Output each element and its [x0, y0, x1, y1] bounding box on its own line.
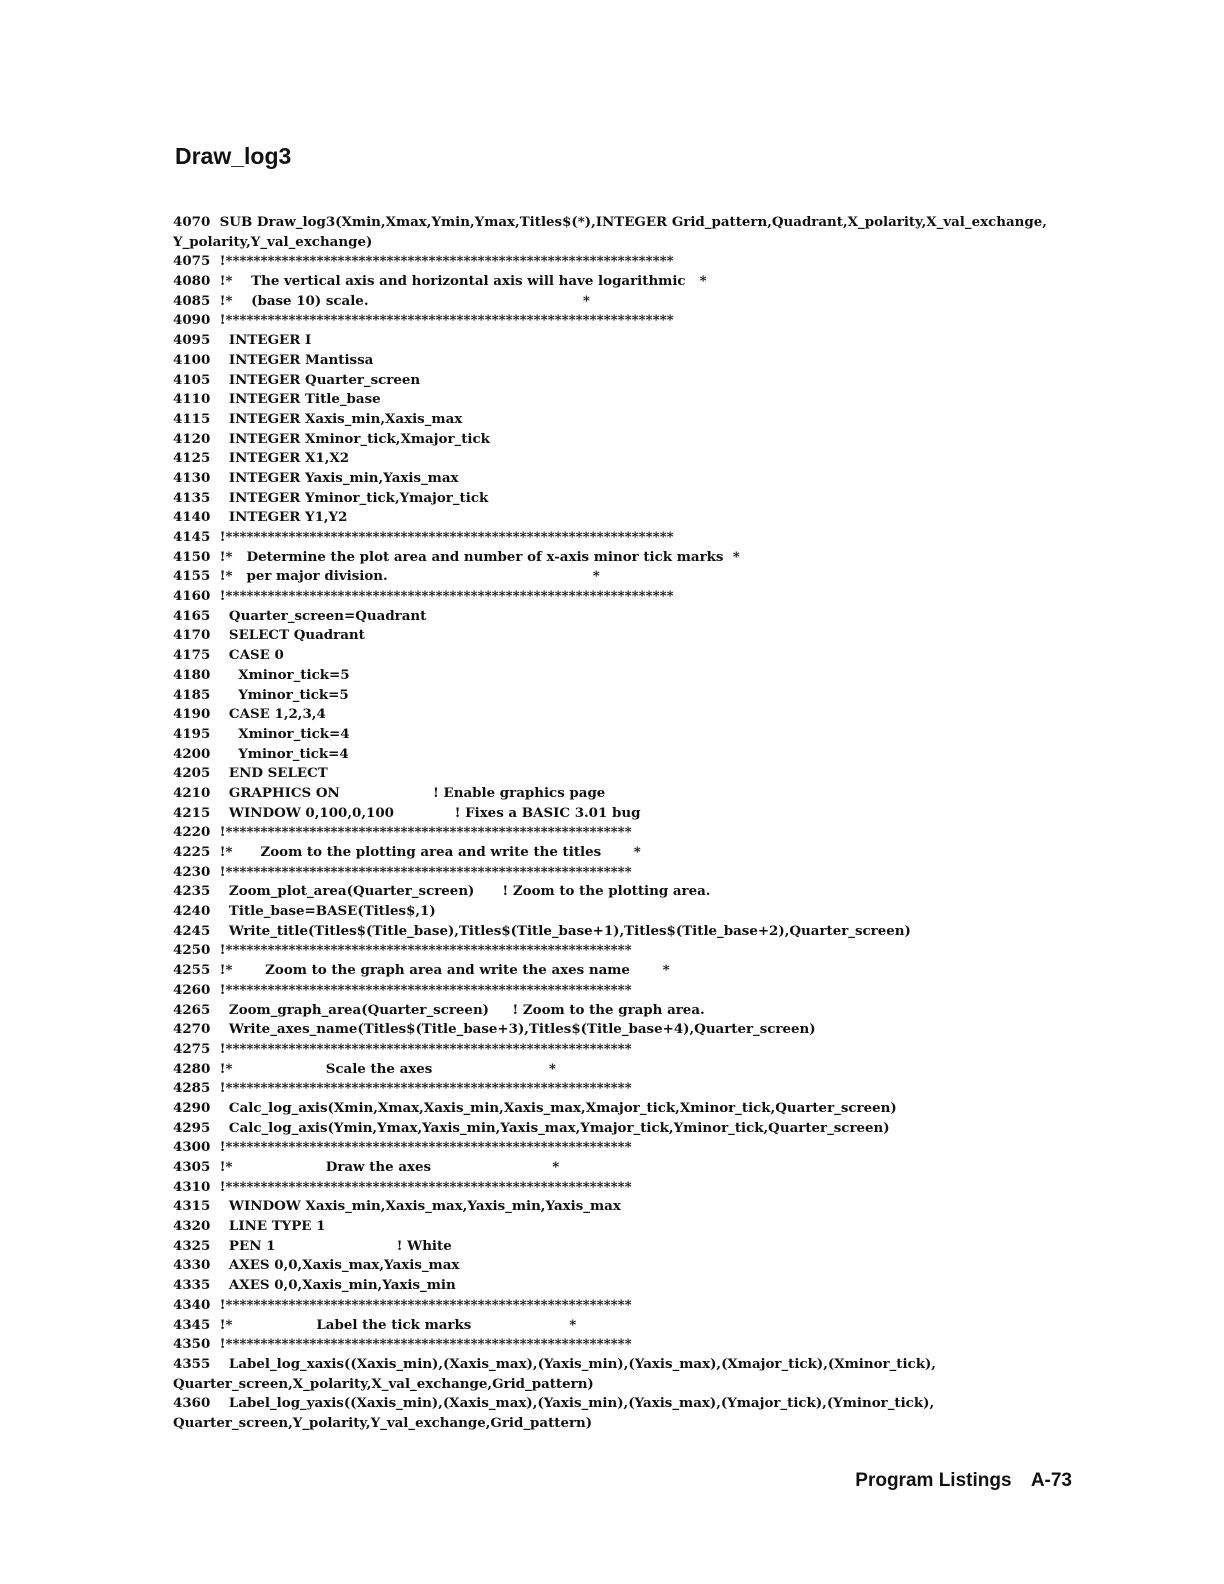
- code-line: 4255 !* Zoom to the graph area and write the axes name *: [173, 962, 670, 979]
- code-line: 4230 !**********************************************************: [173, 863, 632, 880]
- code-line: 4190 CASE 1,2,3,4: [173, 706, 326, 723]
- code-line: 4195 Xminor_tick=4: [173, 725, 350, 742]
- code-line: 4205 END SELECT: [173, 765, 328, 782]
- code-line: 4240 Title_base=BASE(Titles$,1): [173, 903, 436, 920]
- code-line: 4225 !* Zoom to the plotting area and write the titles *: [173, 844, 641, 860]
- code-line: 4130 INTEGER Yaxis_min,Yaxis_max: [173, 469, 459, 486]
- code-listing: [173, 213, 1103, 1434]
- code-line: 4350 !**********************************************************: [173, 1336, 632, 1353]
- code-line: 4315 WINDOW Xaxis_min,Xaxis_max,Yaxis_min,Yaxis_max: [173, 1198, 621, 1215]
- code-line: 4245 Write_title(Titles$(Title_base),Titles$(Title_base+1),Titles$(Title_base+2),Quarter_screen): [173, 922, 911, 939]
- code-line: 4100 INTEGER Mantissa: [173, 351, 374, 368]
- code-line: Y_polarity,Y_val_exchange): [173, 233, 373, 250]
- code-line: 4265 Zoom_graph_area(Quarter_screen) ! Zoom to the graph area.: [173, 1001, 705, 1018]
- code-line: 4160 !****************************************************************: [173, 588, 674, 605]
- code-line: 4145 !****************************************************************: [173, 529, 674, 545]
- code-line: 4165 Quarter_screen=Quadrant: [173, 607, 427, 624]
- code-line: 4305 !* Draw the axes *: [173, 1159, 560, 1175]
- code-line: 4150 !* Determine the plot area and number of x-axis minor tick marks *: [173, 548, 740, 565]
- code-line: 4090 !****************************************************************: [173, 312, 674, 329]
- code-line: 4340 !**********************************************************: [173, 1296, 632, 1313]
- code-line: 4200 Yminor_tick=4: [173, 745, 349, 762]
- code-line: 4095 INTEGER I: [173, 332, 312, 349]
- code-line: 4355 Label_log_xaxis((Xaxis_min),(Xaxis_max),(Yaxis_min),(Yaxis_max),(Xmajor_tick),(Xminor_tick),: [173, 1355, 936, 1372]
- code-line: 4300 !**********************************************************: [173, 1139, 632, 1156]
- code-line: 4185 Yminor_tick=5: [173, 686, 349, 703]
- code-line: 4155 !* per major division. *: [173, 568, 600, 585]
- code-line: 4215 WINDOW 0,100,0,100 ! Fixes a BASIC 3.01 bug: [173, 804, 641, 821]
- code-line: 4170 SELECT Quadrant: [173, 627, 365, 644]
- code-line: 4295 Calc_log_axis(Ymin,Ymax,Yaxis_min,Yaxis_max,Ymajor_tick,Yminor_tick,Quarter_screen): [173, 1119, 890, 1136]
- code-line: 4290 Calc_log_axis(Xmin,Xmax,Xaxis_min,Xaxis_max,Xmajor_tick,Xminor_tick,Quarter_screen): [173, 1099, 897, 1116]
- code-line: 4075 !****************************************************************: [173, 253, 674, 270]
- code-line: Quarter_screen,X_polarity,X_val_exchange,Grid_pattern): [173, 1375, 594, 1392]
- code-line: 4110 INTEGER Title_base: [173, 391, 381, 408]
- footer-section-title: Program Listings: [855, 1470, 1012, 1491]
- code-line: 4335 AXES 0,0,Xaxis_min,Yaxis_min: [173, 1277, 456, 1294]
- code-line: 4235 Zoom_plot_area(Quarter_screen) ! Zoom to the plotting area.: [173, 883, 711, 900]
- code-line: Quarter_screen,Y_polarity,Y_val_exchange,Grid_pattern): [173, 1414, 593, 1431]
- page-footer: [855, 1470, 1072, 1492]
- code-line: 4135 INTEGER Yminor_tick,Ymajor_tick: [173, 489, 489, 506]
- code-line: 4260 !**********************************************************: [173, 981, 632, 998]
- code-line: 4080 !* The vertical axis and horizontal axis will have logarithmic *: [173, 273, 707, 290]
- code-line: 4105 INTEGER Quarter_screen: [173, 371, 421, 388]
- code-line: 4325 PEN 1 ! White: [173, 1237, 452, 1254]
- code-line: 4115 INTEGER Xaxis_min,Xaxis_max: [173, 410, 463, 427]
- code-line: 4125 INTEGER X1,X2: [173, 450, 350, 467]
- code-line: 4285 !**********************************************************: [173, 1080, 632, 1097]
- code-line: 4320 LINE TYPE 1: [173, 1218, 326, 1235]
- code-line: 4310 !**********************************************************: [173, 1178, 632, 1195]
- code-line: 4345 !* Label the tick marks *: [173, 1316, 577, 1333]
- code-line: 4070 SUB Draw_log3(Xmin,Xmax,Ymin,Ymax,Titles$(*),INTEGER Grid_pattern,Quadrant,X_polarity,X_val_exchange,: [173, 214, 1047, 230]
- code-line: 4120 INTEGER Xminor_tick,Xmajor_tick: [173, 430, 490, 447]
- code-line: 4280 !* Scale the axes *: [173, 1060, 556, 1077]
- code-line: 4140 INTEGER Y1,Y2: [173, 509, 348, 526]
- code-line: 4180 Xminor_tick=5: [173, 666, 350, 683]
- page-title: Draw_log3: [175, 143, 292, 169]
- code-line: 4210 GRAPHICS ON ! Enable graphics page: [173, 784, 606, 801]
- code-line: 4330 AXES 0,0,Xaxis_max,Yaxis_max: [173, 1257, 460, 1274]
- code-line: 4175 CASE 0: [173, 647, 284, 664]
- code-line: 4085 !* (base 10) scale. *: [173, 292, 590, 309]
- code-line: 4250 !**********************************************************: [173, 942, 632, 959]
- code-line: 4220 !**********************************************************: [173, 824, 632, 841]
- code-line: 4275 !**********************************************************: [173, 1040, 632, 1057]
- code-line: 4360 Label_log_yaxis((Xaxis_min),(Xaxis_max),(Yaxis_min),(Yaxis_max),(Ymajor_tick),(Yminor_tick),: [173, 1395, 935, 1412]
- footer-page-number: A-73: [1030, 1470, 1072, 1491]
- code-line: 4270 Write_axes_name(Titles$(Title_base+3),Titles$(Title_base+4),Quarter_screen): [173, 1021, 816, 1038]
